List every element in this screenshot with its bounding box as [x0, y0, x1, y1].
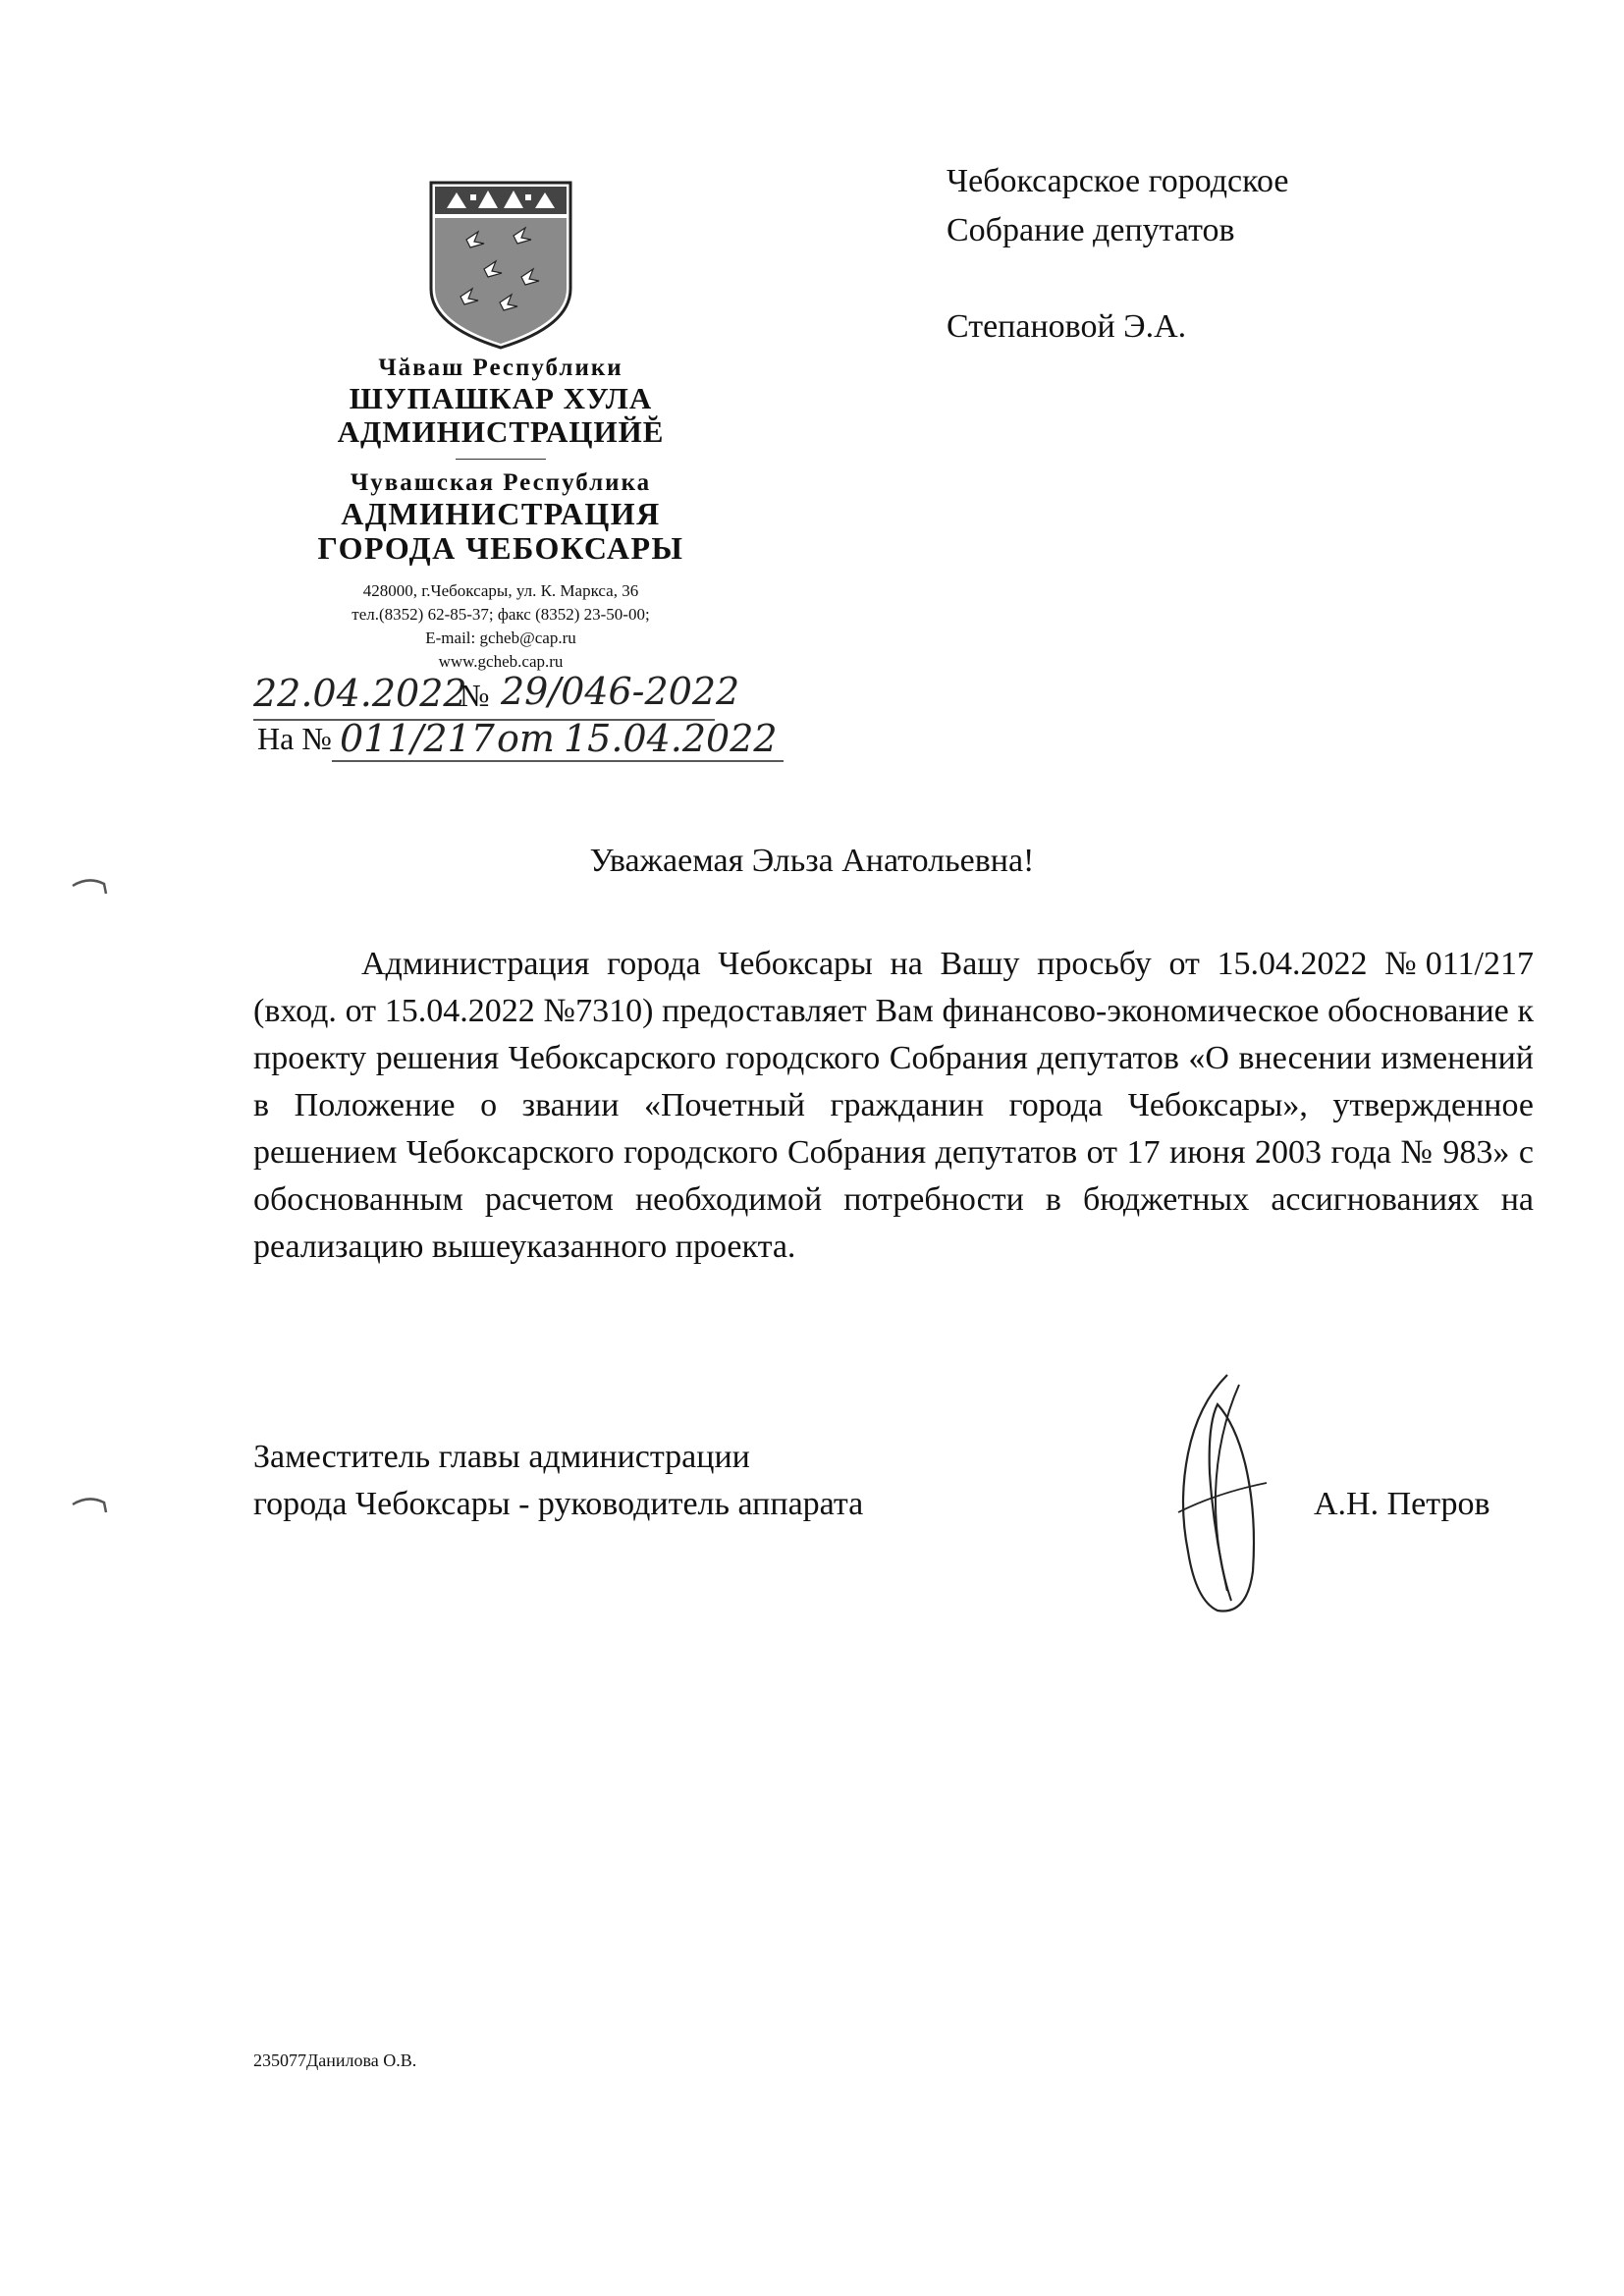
signatory-name: А.Н. Петров [1314, 1486, 1490, 1522]
handwritten-from: от [497, 717, 555, 760]
handwritten-outgoing-number: 29/046-2022 [501, 670, 740, 713]
letterhead-chuvash-admin-line2: АДМИНИСТРАЦИЙĔ [337, 414, 665, 449]
letter-body: Администрация города Чебоксары на Вашу просьбу от 15.04.2022 №011/217 (вход. от 15.04.2022 №7310) предоставляет Вам финансово-экономическое обоснование к проекту решения Чебоксарского городского Собрания депутатов «О внесении изменений в Положение о звании «Почетный гражданин города Чебоксары», утвержденное решением Чебоксарского городского Собрания депутатов от 17 июня 2003 года № 983» с обоснованным расчетом необходимой потребности в бюджетных ассигнованиях на реализацию вышеуказанного проекта. [253, 946, 1534, 1265]
letterhead-divider [456, 459, 546, 460]
handwritten-date: 22.04.2022 [253, 672, 467, 715]
letterhead-russian-admin-line1: АДМИНИСТРАЦИЯ [341, 496, 661, 531]
punch-hole-mark [71, 1493, 110, 1514]
coat-of-arms-icon [427, 179, 574, 351]
in-reply-prefix: На № [257, 721, 332, 756]
reference-block [253, 670, 803, 766]
letterhead-address: 428000, г.Чебоксары, ул. К. Маркса, 36 [362, 581, 639, 600]
letterhead [285, 179, 717, 674]
letterhead-contacts [285, 579, 717, 674]
signatory-title-line2: города Чебоксары - руководитель аппарата [253, 1486, 864, 1522]
handwritten-incoming-number: 011/217 [340, 717, 495, 760]
letterhead-russian-admin-line2: ГОРОДА ЧЕБОКСАРЫ [317, 530, 684, 566]
letterhead-chuvash-admin-line1: ШУПАШКАР ХУЛА [349, 381, 653, 415]
underline [253, 758, 803, 764]
letterhead-russian-republic: Чувашская Республика [350, 469, 652, 496]
handwritten-incoming-date: 15.04.2022 [564, 717, 778, 760]
recipient-line2: Собрание депутатов [947, 212, 1235, 248]
signatory-title [253, 1434, 863, 1528]
signatory-title-line1: Заместитель главы администрации [253, 1439, 750, 1475]
recipient-line1: Чебоксарское городское [947, 163, 1289, 199]
recipient-person: Степановой Э.А. [947, 308, 1187, 345]
executor-note: 235077Данилова О.В. [253, 2050, 417, 2070]
number-sign: № [460, 678, 490, 713]
letterhead-email: E-mail: gcheb@cap.ru [425, 629, 576, 647]
recipient-block [947, 157, 1288, 352]
letterhead-website: www.gcheb.cap.ru [438, 652, 564, 671]
greeting: Уважаемая Эльза Анатольевна! [589, 843, 1035, 879]
handwritten-signature [1159, 1365, 1286, 1630]
letterhead-phones: тел.(8352) 62-85-37; факс (8352) 23-50-00; [352, 605, 650, 624]
letterhead-chuvash-republic: Чăваш Республики [378, 355, 623, 381]
